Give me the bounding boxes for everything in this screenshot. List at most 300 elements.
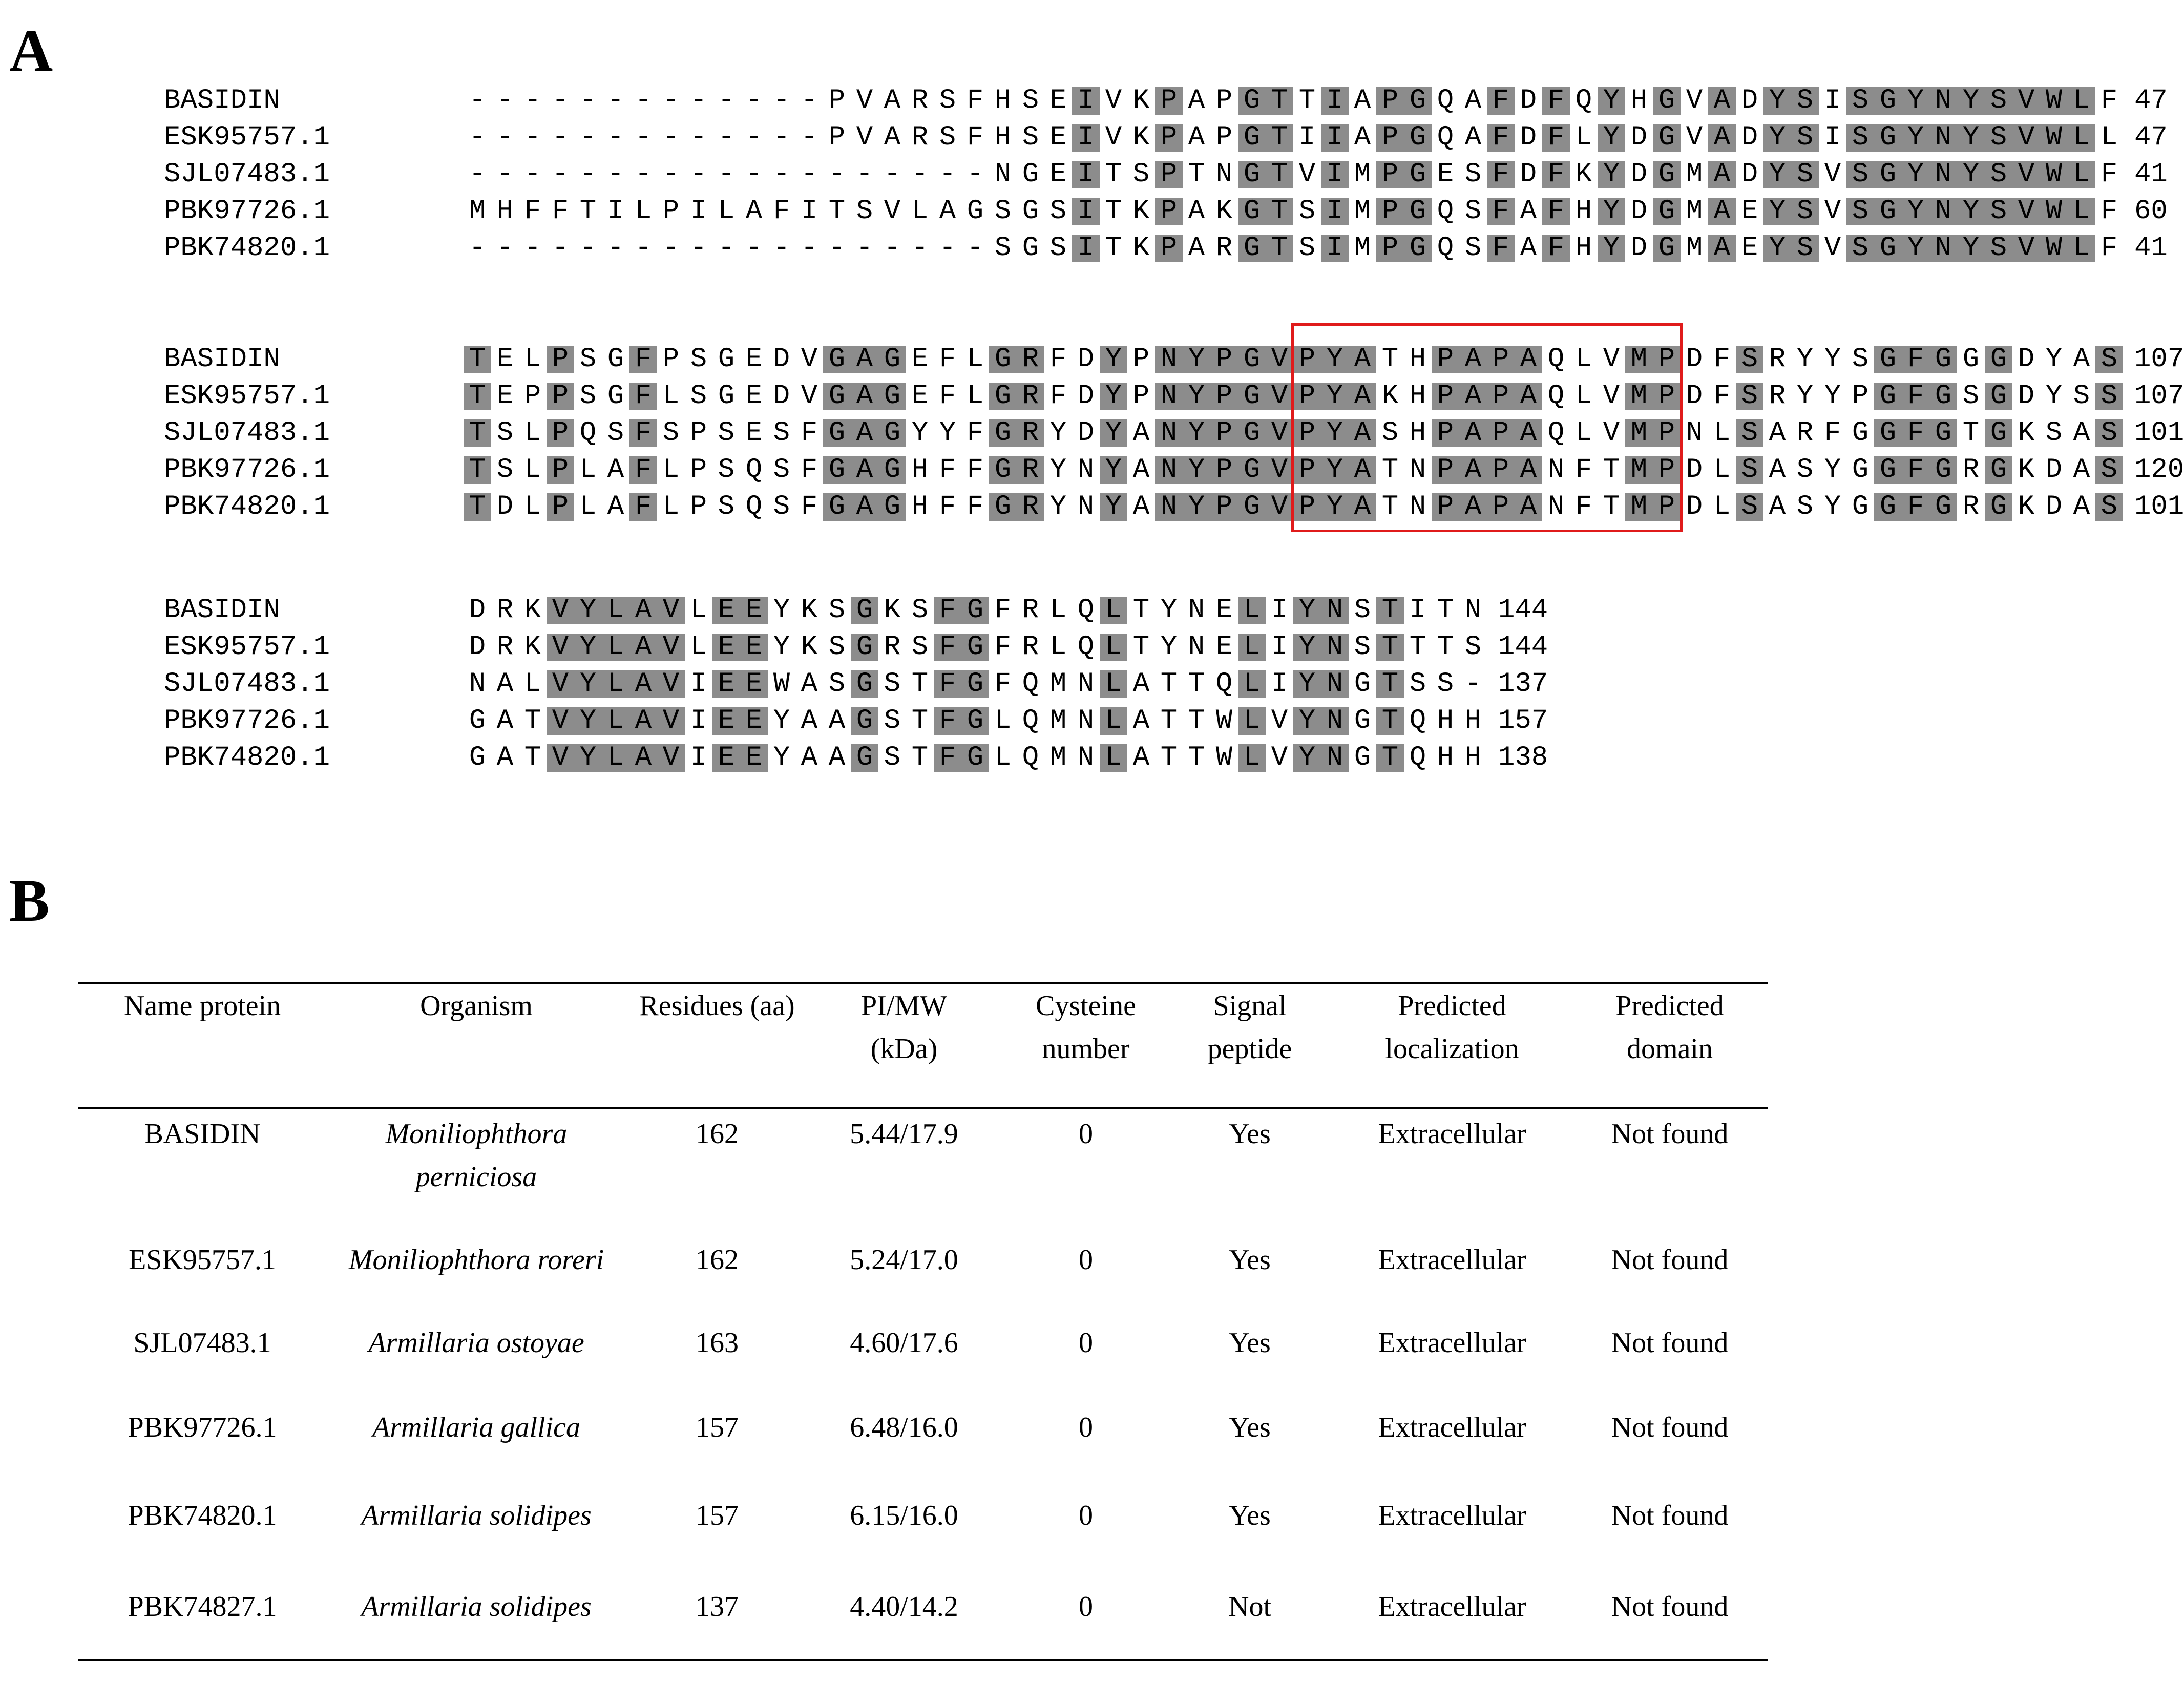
table-cell-text: 157: [696, 1500, 739, 1531]
conserved-residue: Y: [1321, 419, 1349, 447]
conserved-residue: S: [1791, 161, 1819, 188]
table-cell-text: PBK74820.1: [128, 1500, 277, 1531]
table-cell-pi-mw: [807, 1406, 1001, 1449]
conserved-residue: P: [1653, 456, 1681, 484]
table-cell-name: [64, 1494, 341, 1537]
residue: S: [1464, 233, 1482, 264]
conserved-residue: A: [851, 383, 878, 410]
conserved-residue: Y: [574, 597, 602, 624]
conserved-residue: L: [2068, 161, 2095, 188]
residue: A: [496, 668, 514, 700]
residue: T: [1160, 705, 1178, 736]
residue: H: [1409, 381, 1426, 412]
residue: L: [1575, 417, 1592, 449]
table-header-cell: [807, 984, 1001, 1070]
conserved-residue: P: [1210, 346, 1238, 373]
residue: S: [690, 381, 707, 412]
conserved-residue: S: [1985, 87, 2012, 115]
alignment-seq-name: ESK95757.1: [164, 632, 330, 663]
conserved-residue: Y: [1902, 198, 1929, 225]
residue: T: [1603, 491, 1620, 522]
residue: D: [773, 344, 790, 375]
conserved-residue: V: [547, 707, 574, 735]
alignment-position: 101: [2134, 491, 2184, 522]
conserved-residue: S: [1736, 493, 1763, 521]
residue: S: [1464, 196, 1482, 227]
conserved-residue: Y: [1293, 707, 1321, 735]
conserved-residue: T: [1266, 87, 1293, 115]
residue: -: [745, 233, 763, 264]
table-cell-text: Armillaria solidipes: [361, 1591, 592, 1623]
residue: N: [994, 159, 1012, 190]
residue: -: [662, 159, 680, 190]
residue: S: [1796, 454, 1814, 486]
conserved-residue: F: [1542, 235, 1570, 262]
conserved-residue: F: [934, 744, 961, 772]
conserved-residue: T: [464, 456, 491, 484]
table-header-text: Name protein: [123, 990, 281, 1022]
conserved-residue: G: [851, 744, 878, 772]
alignment-seq-residues: [464, 198, 2123, 225]
conserved-residue: R: [1017, 383, 1044, 410]
conserved-residue: A: [1708, 235, 1736, 262]
residue: Y: [1824, 491, 1841, 522]
conserved-residue: E: [740, 670, 768, 698]
residue: K: [801, 632, 818, 663]
residue: S: [1022, 122, 1039, 153]
residue: I: [1271, 595, 1288, 626]
residue: H: [1575, 233, 1592, 264]
residue: G: [1852, 491, 1869, 522]
conserved-residue: V: [657, 744, 685, 772]
conserved-residue: P: [1432, 456, 1459, 484]
conserved-residue: A: [1515, 383, 1542, 410]
residue: -: [496, 122, 514, 153]
residue: A: [1132, 705, 1150, 736]
conserved-residue: Y: [574, 634, 602, 661]
residue: S: [994, 233, 1012, 264]
residue: I: [801, 196, 818, 227]
residue: Y: [911, 417, 929, 449]
residue: L: [524, 344, 541, 375]
residue: K: [884, 595, 901, 626]
conserved-residue: V: [657, 670, 685, 698]
residue: V: [1603, 344, 1620, 375]
alignment-position: 107: [2134, 344, 2184, 375]
alignment-position: 120: [2134, 454, 2184, 486]
conserved-residue: L: [602, 744, 629, 772]
conserved-residue: L: [602, 634, 629, 661]
residue: -: [635, 122, 652, 153]
residue: T: [524, 742, 541, 773]
residue: D: [2018, 381, 2035, 412]
residue: S: [2045, 417, 2063, 449]
residue: K: [801, 595, 818, 626]
conserved-residue: L: [2068, 124, 2095, 152]
residue: M: [1354, 159, 1371, 190]
residue: F: [967, 491, 984, 522]
conserved-residue: L: [1238, 634, 1266, 661]
conserved-residue: G: [1653, 198, 1681, 225]
residue: H: [1437, 742, 1454, 773]
conserved-residue: Y: [1902, 87, 1929, 115]
residue: F: [2101, 233, 2118, 264]
residue: K: [2018, 491, 2035, 522]
conserved-residue: N: [1321, 707, 1349, 735]
conserved-residue: W: [2040, 235, 2068, 262]
residue: -: [579, 85, 597, 116]
table-cell-cysteine: [1001, 1585, 1170, 1628]
conserved-residue: F: [1902, 419, 1929, 447]
residue: S: [1298, 196, 1316, 227]
conserved-residue: V: [2012, 235, 2040, 262]
table-cell-text: Yes: [1229, 1327, 1271, 1359]
conserved-residue: T: [1266, 235, 1293, 262]
residue: L: [662, 491, 680, 522]
residue: A: [1464, 85, 1482, 116]
residue: A: [1188, 196, 1205, 227]
conserved-residue: S: [1846, 87, 1874, 115]
conserved-residue: A: [1349, 419, 1376, 447]
table-cell-text: BASIDIN: [144, 1118, 261, 1150]
table-cell-organism: [333, 1238, 620, 1281]
conserved-residue: P: [1653, 419, 1681, 447]
residue: Q: [1437, 85, 1454, 116]
conserved-residue: F: [934, 634, 961, 661]
residue: -: [635, 233, 652, 264]
conserved-residue: G: [1874, 456, 1902, 484]
conserved-residue: G: [1238, 346, 1266, 373]
alignment-position: 60: [2134, 196, 2168, 227]
residue: G: [1354, 668, 1371, 700]
residue: V: [1603, 417, 1620, 449]
table-cell-text: 0: [1079, 1327, 1093, 1359]
conserved-residue: A: [1459, 456, 1487, 484]
conserved-residue: N: [1929, 235, 1957, 262]
residue: I: [1409, 595, 1426, 626]
table-cell-cysteine: [1001, 1321, 1170, 1364]
conserved-residue: G: [1874, 419, 1902, 447]
residue: S: [884, 668, 901, 700]
residue: M: [1686, 233, 1703, 264]
residue: V: [856, 85, 873, 116]
residue: V: [1271, 742, 1288, 773]
residue: D: [1630, 159, 1648, 190]
conserved-residue: Y: [574, 744, 602, 772]
conserved-residue: A: [1708, 198, 1736, 225]
conserved-residue: P: [547, 493, 574, 521]
conserved-residue: F: [934, 597, 961, 624]
conserved-residue: P: [1155, 235, 1183, 262]
alignment-position: 107: [2134, 381, 2184, 412]
table-cell-text: 5.44/17.9: [850, 1118, 958, 1150]
residue: M: [1049, 705, 1067, 736]
residue: Q: [745, 491, 763, 522]
conserved-residue: T: [1376, 707, 1404, 735]
residue: W: [1215, 742, 1233, 773]
residue: F: [773, 196, 790, 227]
conserved-residue: G: [1238, 456, 1266, 484]
residue: -: [662, 122, 680, 153]
conserved-residue: R: [1017, 456, 1044, 484]
residue: E: [1437, 159, 1454, 190]
conserved-residue: Y: [1598, 198, 1625, 225]
residue: -: [801, 85, 818, 116]
residue: Q: [579, 417, 597, 449]
residue: D: [1520, 159, 1537, 190]
conserved-residue: Y: [1183, 493, 1210, 521]
residue: V: [1686, 122, 1703, 153]
conserved-residue: G: [823, 346, 851, 373]
alignment-seq-residues: [464, 597, 1487, 624]
table-cell-domain: [1572, 1585, 1767, 1628]
residue: Y: [1049, 417, 1067, 449]
residue: S: [496, 454, 514, 486]
conserved-residue: Y: [1763, 87, 1791, 115]
residue: L: [1575, 344, 1592, 375]
residue: D: [773, 381, 790, 412]
conserved-residue: A: [1515, 346, 1542, 373]
conserved-residue: M: [1625, 346, 1653, 373]
residue: D: [469, 595, 486, 626]
conserved-residue: P: [1376, 235, 1404, 262]
conserved-residue: P: [1653, 346, 1681, 373]
conserved-residue: G: [1238, 124, 1266, 152]
table-cell-residues: [620, 1321, 814, 1364]
residue: S: [828, 595, 846, 626]
residue: A: [884, 122, 901, 153]
residue: F: [1713, 381, 1731, 412]
conserved-residue: Y: [1293, 744, 1321, 772]
residue: G: [1962, 344, 1980, 375]
conserved-residue: I: [1321, 87, 1349, 115]
residue: A: [1132, 668, 1150, 700]
conserved-residue: Y: [1321, 383, 1349, 410]
residue: F: [1049, 381, 1067, 412]
residue: -: [579, 122, 597, 153]
residue: V: [1271, 705, 1288, 736]
residue: A: [1354, 122, 1371, 153]
residue: S: [911, 595, 929, 626]
table-cell-text: Yes: [1229, 1244, 1271, 1276]
residue: V: [1105, 122, 1122, 153]
residue: Q: [1547, 344, 1565, 375]
conserved-residue: G: [1985, 346, 2012, 373]
conserved-residue: S: [2095, 383, 2123, 410]
conserved-residue: I: [1321, 198, 1349, 225]
conserved-residue: G: [961, 597, 989, 624]
residue: -: [662, 85, 680, 116]
residue: S: [1852, 344, 1869, 375]
residue: G: [1022, 159, 1039, 190]
residue: P: [1215, 122, 1233, 153]
conserved-residue: Y: [1957, 161, 1985, 188]
table-cell-residues: [620, 1585, 814, 1628]
conserved-residue: L: [1100, 597, 1127, 624]
residue: T: [1188, 159, 1205, 190]
conserved-residue: G: [878, 456, 906, 484]
residue: S: [607, 417, 624, 449]
residue: -: [690, 159, 707, 190]
residue: E: [1741, 196, 1758, 227]
conserved-residue: F: [1487, 235, 1515, 262]
table-cell-text: Not: [1228, 1591, 1271, 1623]
residue: -: [856, 233, 873, 264]
conserved-residue: P: [1293, 383, 1321, 410]
table-cell-signal: [1173, 1321, 1327, 1364]
conserved-residue: Y: [1183, 346, 1210, 373]
conserved-residue: G: [1238, 493, 1266, 521]
table-cell-domain: [1572, 1321, 1767, 1364]
conserved-residue: N: [1321, 670, 1349, 698]
table-cell-text: 0: [1079, 1118, 1093, 1150]
residue: P: [662, 196, 680, 227]
conserved-residue: F: [629, 493, 657, 521]
conserved-residue: A: [1708, 161, 1736, 188]
conserved-residue: P: [1376, 198, 1404, 225]
conserved-residue: Y: [574, 707, 602, 735]
conserved-residue: P: [1487, 346, 1515, 373]
residue: K: [2018, 417, 2035, 449]
conserved-residue: P: [1210, 419, 1238, 447]
alignment-seq-residues: [464, 744, 1487, 772]
residue: -: [884, 159, 901, 190]
residue: N: [469, 668, 486, 700]
residue: A: [801, 705, 818, 736]
residue: G: [967, 196, 984, 227]
conserved-residue: G: [961, 744, 989, 772]
conserved-residue: N: [1155, 346, 1183, 373]
residue: G: [1022, 196, 1039, 227]
residue: -: [911, 233, 929, 264]
residue: A: [1188, 233, 1205, 264]
alignment-position: 41: [2134, 159, 2168, 190]
residue: A: [1188, 85, 1205, 116]
conserved-residue: S: [2095, 419, 2123, 447]
table-cell-text: 163: [696, 1327, 739, 1359]
conserved-residue: N: [1155, 456, 1183, 484]
conserved-residue: P: [1293, 419, 1321, 447]
residue: E: [745, 344, 763, 375]
conserved-residue: G: [878, 346, 906, 373]
residue: -: [773, 233, 790, 264]
residue: H: [1630, 85, 1648, 116]
residue: A: [801, 742, 818, 773]
conserved-residue: F: [1487, 198, 1515, 225]
table-cell-text: Not found: [1611, 1412, 1729, 1443]
residue: G: [1852, 454, 1869, 486]
conserved-residue: V: [547, 634, 574, 661]
conserved-residue: P: [1376, 87, 1404, 115]
table-cell-organism: [333, 1321, 620, 1364]
residue: -: [552, 233, 569, 264]
alignment-seq-name: SJL07483.1: [164, 417, 330, 449]
conserved-residue: P: [1432, 493, 1459, 521]
residue: T: [1188, 742, 1205, 773]
conserved-residue: A: [1349, 456, 1376, 484]
residue: V: [1298, 159, 1316, 190]
conserved-residue: L: [602, 707, 629, 735]
alignment-position: 144: [1498, 632, 1548, 663]
conserved-residue: Y: [1957, 87, 1985, 115]
residue: L: [994, 742, 1012, 773]
conserved-residue: G: [1874, 493, 1902, 521]
residue: T: [1298, 85, 1316, 116]
residue: S: [1381, 417, 1399, 449]
residue: A: [828, 705, 846, 736]
residue: -: [496, 233, 514, 264]
residue: A: [496, 705, 514, 736]
conserved-residue: Y: [1902, 124, 1929, 152]
table-cell-localization: [1334, 1494, 1570, 1537]
conserved-residue: T: [1266, 124, 1293, 152]
residue: S: [1049, 196, 1067, 227]
conserved-residue: V: [1266, 419, 1293, 447]
conserved-residue: P: [1432, 419, 1459, 447]
residue: Q: [1022, 668, 1039, 700]
residue: G: [1354, 742, 1371, 773]
residue: -: [718, 159, 735, 190]
residue: Q: [1575, 85, 1592, 116]
residue: S: [718, 454, 735, 486]
table-header-text: peptide: [1207, 1033, 1292, 1065]
conserved-residue: S: [1791, 198, 1819, 225]
residue: H: [1409, 417, 1426, 449]
table-cell-text: 162: [696, 1118, 739, 1150]
residue: E: [496, 344, 514, 375]
conserved-residue: S: [1791, 235, 1819, 262]
conserved-residue: T: [1376, 744, 1404, 772]
conserved-residue: G: [989, 346, 1017, 373]
table-cell-text: Armillaria solidipes: [361, 1500, 592, 1531]
alignment-seq-name: BASIDIN: [164, 85, 280, 116]
panel-label-a: A: [9, 17, 53, 84]
conserved-residue: G: [1404, 161, 1432, 188]
table-cell-pi-mw: [807, 1321, 1001, 1364]
table-header-rule: [78, 1107, 1768, 1109]
table-cell-text: Armillaria gallica: [372, 1412, 580, 1443]
conserved-residue: T: [1376, 597, 1404, 624]
alignment-seq-name: PBK74820.1: [164, 233, 330, 264]
residue: -: [856, 159, 873, 190]
conserved-residue: M: [1625, 383, 1653, 410]
residue: F: [2101, 159, 2118, 190]
conserved-residue: P: [1210, 456, 1238, 484]
conserved-residue: G: [851, 707, 878, 735]
residue: R: [496, 632, 514, 663]
conserved-residue: Y: [1183, 383, 1210, 410]
conserved-residue: Y: [1598, 124, 1625, 152]
table-cell-domain: [1572, 1494, 1767, 1537]
conserved-residue: G: [1238, 235, 1266, 262]
conserved-residue: A: [629, 670, 657, 698]
residue: S: [690, 344, 707, 375]
residue: -: [469, 85, 486, 116]
residue: R: [1962, 491, 1980, 522]
conserved-residue: V: [2012, 161, 2040, 188]
residue: R: [1022, 595, 1039, 626]
residue: T: [1409, 632, 1426, 663]
conserved-residue: Y: [1100, 456, 1127, 484]
conserved-residue: F: [934, 707, 961, 735]
conserved-residue: G: [961, 634, 989, 661]
residue: N: [1409, 454, 1426, 486]
conserved-residue: P: [1653, 493, 1681, 521]
alignment-seq-name: BASIDIN: [164, 344, 280, 375]
residue: S: [884, 742, 901, 773]
residue: -: [690, 122, 707, 153]
conserved-residue: G: [961, 707, 989, 735]
